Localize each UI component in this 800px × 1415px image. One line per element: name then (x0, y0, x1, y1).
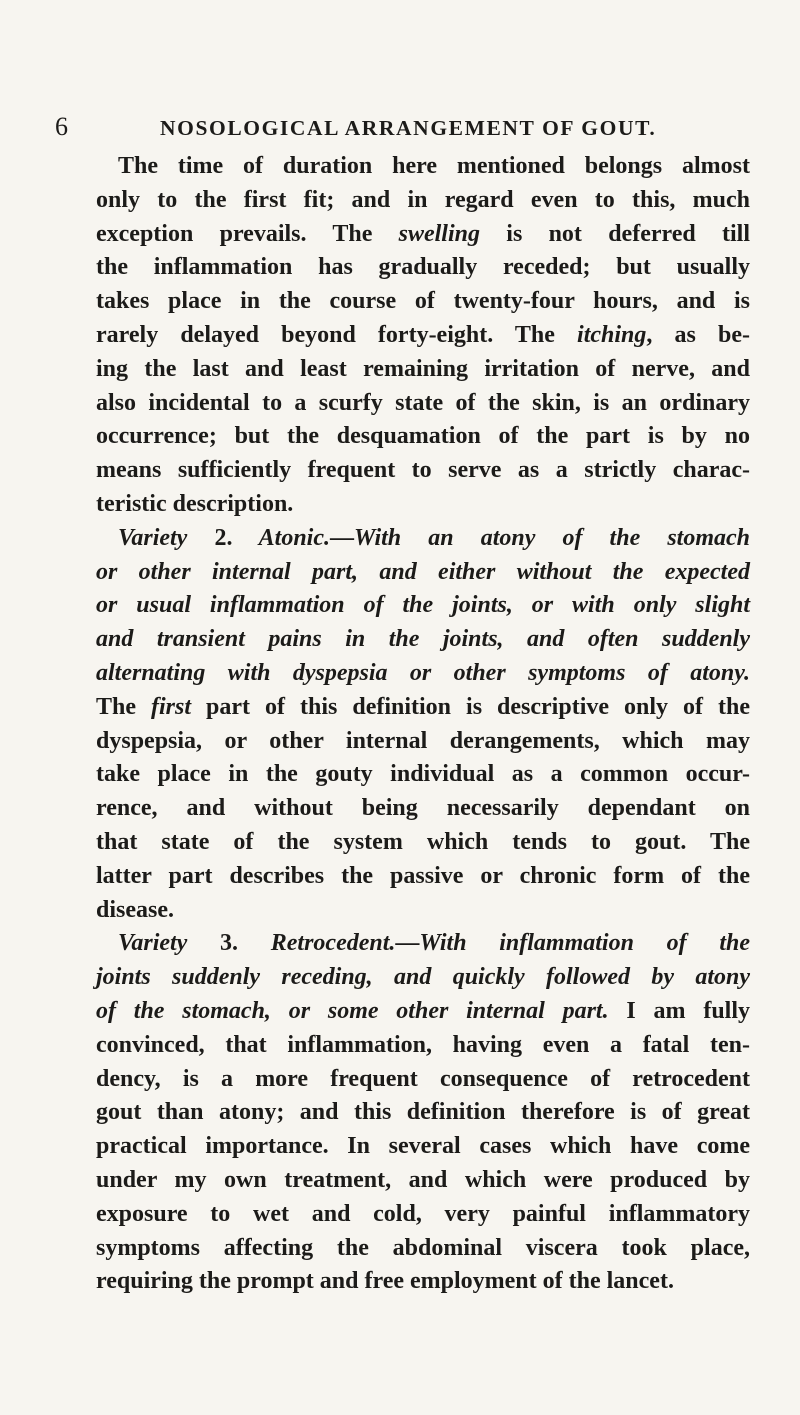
text-line: latter part describes the passive or chronic form of the (96, 862, 750, 889)
text-line: joints suddenly receding, and quickly followed by atony (96, 964, 750, 991)
text-line: exception prevails. The swelling is not deferred till (96, 220, 751, 247)
text-line: rence, and without being necessarily dependant on (96, 795, 750, 822)
text-line: occurrence; but the desquamation of the part is by no (96, 423, 750, 450)
running-title: NOSOLOGICAL ARRANGEMENT OF GOUT. (160, 116, 657, 140)
text-line: gout than atony; and this definition therefore is of great (96, 1099, 750, 1126)
text-line: The time of duration here mentioned belongs almost (118, 153, 750, 179)
text-line: rarely delayed beyond forty-eight. The itching, as be- (96, 321, 750, 348)
text-line: ing the last and least remaining irritation of nerve, and (96, 355, 750, 382)
text-line: dency, is a more frequent consequence of retrocedent (96, 1065, 750, 1092)
text-line: exposure to wet and cold, very painful inflammatory (96, 1200, 750, 1227)
text-line: and transient pains in the joints, and often suddenly (96, 626, 750, 653)
text-line: takes place in the course of twenty-four hours, and is (96, 288, 750, 315)
text-line: disease. (96, 896, 174, 923)
text-line: symptoms affecting the abdominal viscera took place, (96, 1234, 750, 1261)
text-line: only to the first fit; and in regard even to this, much (96, 186, 750, 213)
text-line: dyspepsia, or other internal derangements, which may (96, 727, 750, 754)
text-line: take place in the gouty individual as a common occur- (96, 761, 750, 788)
text-line: or usual inflammation of the joints, or with only slight (96, 592, 750, 619)
text-line: the inflammation has gradually receded; but usually (96, 254, 750, 281)
text-line: of the stomach, or some other internal part. I am fully (96, 997, 750, 1024)
text-line: The first part of this definition is descriptive only of the (96, 693, 750, 720)
text-line: requiring the prompt and free employment of the lancet. (96, 1268, 674, 1295)
text-line: practical importance. In several cases which have come (96, 1133, 750, 1160)
text-line: teristic description. (96, 490, 294, 517)
body-text (96, 150, 750, 1299)
text-line: Variety 2. Atonic.—With an atony of the stomach (118, 524, 751, 551)
text-line: Variety 3. Retrocedent.—With inflammation of the (118, 930, 751, 957)
text-line: that state of the system which tends to gout. The (96, 828, 750, 855)
running-head (0, 112, 800, 142)
text-line: alternating with dyspepsia or other symptoms of atony. (96, 659, 750, 686)
text-line: means sufficiently frequent to serve as a strictly charac- (96, 457, 750, 484)
text-line: convinced, that inflammation, having even a fatal ten- (96, 1031, 750, 1058)
text-line: or other internal part, and either without the expected (96, 558, 750, 585)
text-line: also incidental to a scurfy state of the skin, is an ordinary (96, 389, 750, 416)
text-line: under my own treatment, and which were produced by (96, 1166, 750, 1193)
page-number: 6 (55, 112, 68, 141)
